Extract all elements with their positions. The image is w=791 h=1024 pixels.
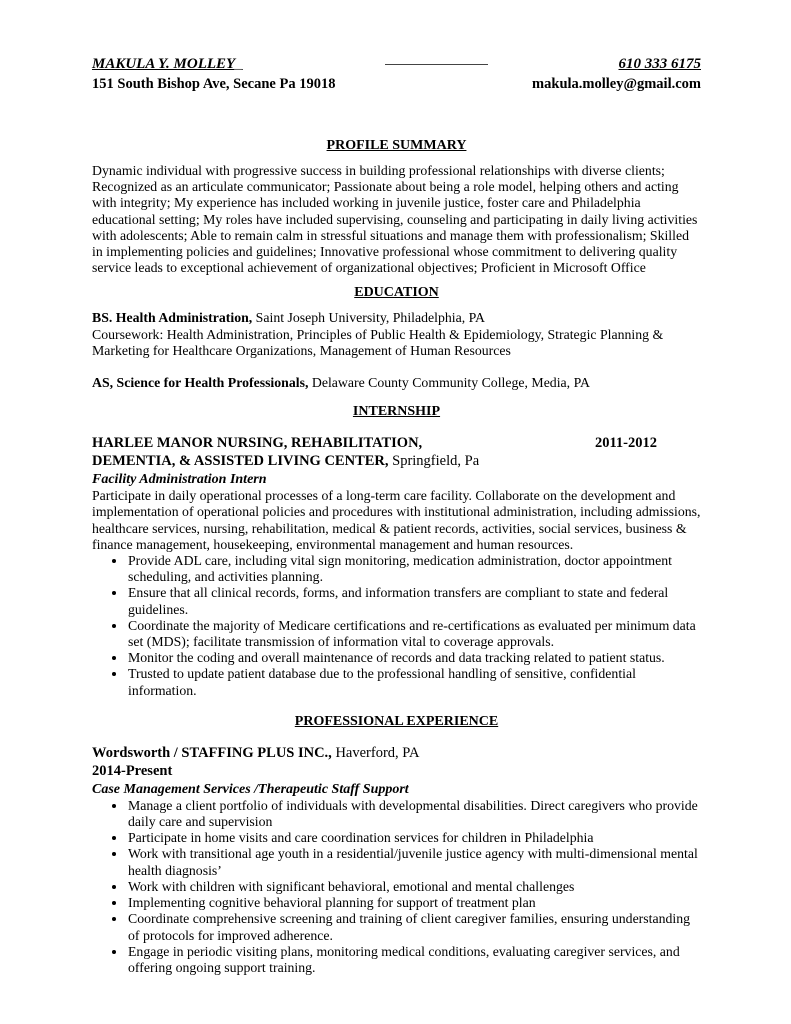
section-heading-internship: INTERNSHIP [352,404,441,420]
degree-1-school: Saint Joseph University, Philadelphia, PA [252,310,485,326]
person-name [92,55,243,73]
internship-summary: Participate in daily operational processes of a long-term care facility. Collaborate on the development and implementation of operational policies and procedures with institutional administration, including admissions, healthcare services, nursing, rehabilitation, medical & patient records, activities, social services, business & finance management, housekeeping, environmental management and human resources. [92,488,701,552]
internship-employer-line2 [92,452,701,470]
list-item: • Coordinate the majority of Medicare certifications and re-certifications as evaluated per minimum data set (MDS); facilitate transmission of information vital to coverage approvals. [127,618,701,650]
experience-employer-name: Wordsworth / STAFFING PLUS INC., [92,744,332,761]
header-line-1 [92,55,701,73]
internship-dates: 2011-2012 [594,435,657,452]
internship-bullet-list [92,553,701,699]
internship-employer-line1: HARLEE MANOR NURSING, REHABILITATION, [92,435,423,452]
section-heading-profile-summary: PROFILE SUMMARY [326,138,467,153]
header-line-2 [92,75,701,93]
experience-employer [92,744,419,762]
internship-employer-row [92,434,701,452]
education-coursework: Coursework: Health Administration, Principles of Public Health & Epidemiology, Strategic Planning & Marketing for Healthcare Organizations, Management of Human Resources [92,326,664,358]
internship-employer-location: Springfield, Pa [388,453,480,470]
name-underscore: _ [235,56,243,72]
experience-role-title: Case Management Services /Therapeutic Staff Support [92,781,409,797]
profile-summary-text: Dynamic individual with progressive success in building professional relationships with diverse clients; Recognized as an articulate communicator; Passionate about being a role model, helping others and acting with integrity; My experience has included working in juvenile justice, foster care and Philadelphia educational setting; My roles have included supervising, counseling and participating in daily living activities with adolescents; Able to remain calm in stressful situations and manage them with professionalism; Skilled in implementing policies and guidelines; Innovative professional whose commitment to delivering quality service leads to exceptional achievement of organizational objectives; Proficient in Microsoft Office [92,163,698,276]
list-item: • Participate in home visits and care coordination services for children in Philadelphia [127,830,701,846]
experience-dates: 2014-Present [92,762,173,779]
list-item: • Engage in periodic visiting plans, monitoring medical conditions, evaluating caregiver services, and offering ongoing support training. [127,944,701,976]
list-item: • Ensure that all clinical records, forms, and information transfers are compliant to state and federal guidelines. [127,585,701,617]
degree-1-title: BS. Health Administration, [92,310,253,326]
list-item: • Monitor the coding and overall maintenance of records and data tracking related to patient status. [127,650,701,666]
list-item: • Implementing cognitive behavioral planning for support of treatment plan [127,895,701,911]
list-item: • Work with children with significant behavioral, emotional and mental challenges [127,879,701,895]
education-degree-2 [92,375,701,391]
list-item: • Manage a client portfolio of individuals with developmental disabilities. Direct caregivers who provide daily care and supervision [127,798,701,830]
list-item: • Trusted to update patient database due to the professional handling of sensitive, confidential information. [127,666,701,698]
experience-bullet-list [92,798,701,976]
experience-employer-row [92,744,701,762]
education-degree-1 [92,310,701,326]
resume-content [92,55,701,976]
list-item: • Work with transitional age youth in a residential/juvenile justice agency with multi-dimensional mental health diagnosis’ [127,846,701,878]
degree-2-title: AS, Science for Health Professionals, [92,375,309,391]
experience-employer-location: Haverford, PA [331,744,420,761]
email-address: makula.molley@gmail.com [532,76,701,92]
internship-role-title: Facility Administration Intern [92,472,267,488]
street-address: 151 South Bishop Ave, Secane Pa 19018 [92,76,336,92]
list-item: • Provide ADL care, including vital sign monitoring, medication administration, doctor appointment scheduling, and activities planning. [127,553,701,585]
blank-underline [267,67,607,68]
list-item: • Coordinate comprehensive screening and training of client caregiver families, ensuring understanding of protocols for improved adherence. [127,911,701,943]
degree-2-school: Delaware County Community College, Media, PA [308,375,590,391]
internship-employer-line2-bold: DEMENTIA, & ASSISTED LIVING CENTER, [92,453,389,470]
phone-number: 610 333 6175 [618,56,701,72]
person-name-text: MAKULA Y. MOLLEY [92,56,236,72]
blank-underline-rule [385,64,488,65]
section-heading-professional-experience: PROFESSIONAL EXPERIENCE [294,713,499,729]
section-heading-education: EDUCATION [354,285,439,301]
